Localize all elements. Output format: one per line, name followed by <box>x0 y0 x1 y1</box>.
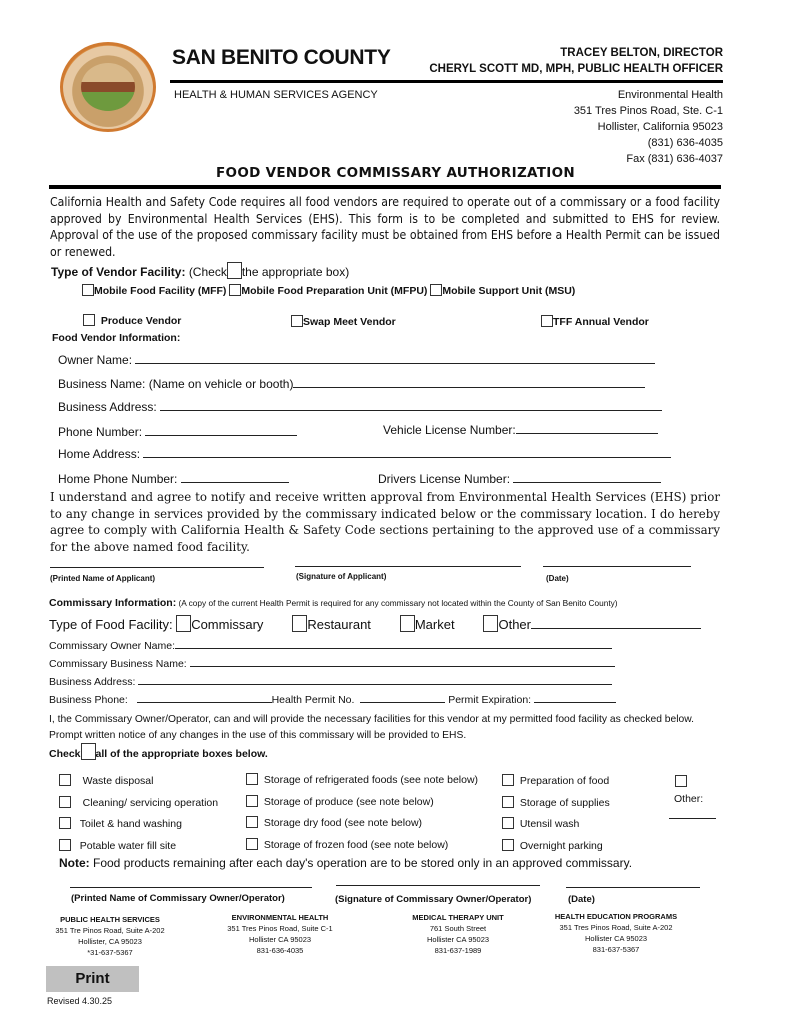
produce-checkbox[interactable] <box>83 314 95 326</box>
phone-label: Phone Number: <box>58 425 143 439</box>
health-officer: CHERYL SCOTT MD, MPH, PUBLIC HEALTH OFFICER <box>429 63 723 75</box>
owner-printed-line[interactable] <box>70 887 312 888</box>
service-item <box>246 835 478 857</box>
tff-option <box>541 315 649 328</box>
home-address-field <box>58 447 671 461</box>
address-city: Hollister, California 95023 <box>597 121 723 133</box>
applicant-signature-line[interactable] <box>295 566 521 567</box>
tff-label: TFF Annual Vendor <box>553 316 649 328</box>
health-permit-label: Health Permit No. <box>271 694 355 706</box>
commissary-statement: I, the Commissary Owner/Operator, can and will provide the necessary facilities for this vendor at my permitted food facility as checked below. Prompt written notice of any changes in the use of this commissary will be provided to EHS. <box>49 714 694 741</box>
other-type-checkbox[interactable] <box>483 615 498 632</box>
vehicle-license-label: Vehicle License Number: <box>383 423 516 437</box>
commissary-phone-row <box>49 692 616 706</box>
department-address <box>574 87 723 167</box>
address-phone: (831) 636-4035 <box>647 137 723 149</box>
permit-expiration-input[interactable] <box>534 692 616 703</box>
commissary-owner-input[interactable] <box>175 638 612 649</box>
service-label: Overnight parking <box>519 839 603 852</box>
service-item <box>502 771 610 793</box>
footer-title: ENVIRONMENTAL HEALTH <box>231 913 329 922</box>
footer-line: Hollister CA 95023 <box>426 935 490 944</box>
phone-input[interactable] <box>145 425 297 436</box>
phone-field <box>58 425 297 439</box>
mff-checkbox[interactable] <box>82 284 94 296</box>
note-label: Note: <box>59 856 90 870</box>
mff-label: Mobile Food Facility (MFF) <box>94 285 227 297</box>
service-item <box>502 836 610 858</box>
agency-name: HEALTH & HUMAN SERVICES AGENCY <box>174 89 378 101</box>
owner-printed-caption: (Printed Name of Commissary Owner/Operator) <box>71 893 285 904</box>
owner-signature-line[interactable] <box>336 885 540 886</box>
drivers-license-input[interactable] <box>513 472 661 483</box>
seal-landscape <box>81 63 135 111</box>
address-street: 351 Tres Pinos Road, Ste. C-1 <box>573 105 723 117</box>
mfpu-label: Mobile Food Preparation Unit (MFPU) <box>241 285 428 297</box>
home-phone-label: Home Phone Number: <box>58 472 178 486</box>
service-label: Cleaning/ servicing operation <box>82 796 219 809</box>
drivers-license-field <box>378 472 661 486</box>
commissary-address-label: Business Address: <box>49 676 136 688</box>
home-phone-input[interactable] <box>181 472 289 483</box>
service-label: Storage dry food (see note below) <box>263 817 423 829</box>
services-col3 <box>502 771 610 857</box>
service-label: Toilet & hand washing <box>79 818 182 830</box>
waste-disposal-checkbox[interactable] <box>59 774 71 786</box>
footer-title: MEDICAL THERAPY UNIT <box>412 913 504 922</box>
commissary-business-field <box>49 656 615 670</box>
service-item <box>59 771 218 793</box>
service-label: Storage of frozen food (see note below) <box>263 838 449 851</box>
commissary-owner-label: Commissary Owner Name: <box>49 640 176 652</box>
applicant-printed-line[interactable] <box>50 567 264 568</box>
msu-label: Mobile Support Unit (MSU) <box>442 285 576 297</box>
service-label: Potable water fill site <box>79 839 177 852</box>
applicant-printed-caption: (Printed Name of Applicant) <box>50 574 156 583</box>
commissary-label: Commissary <box>191 617 264 632</box>
restaurant-label: Restaurant <box>307 617 371 632</box>
service-item <box>502 814 610 836</box>
instr-a: (Check <box>188 265 227 279</box>
commissary-address-field <box>49 674 612 688</box>
toilet-checkbox[interactable] <box>59 817 71 829</box>
director: TRACEY BELTON, DIRECTOR <box>560 47 723 59</box>
vehicle-license-field <box>383 423 658 437</box>
intro-paragraph: California Health and Safety Code requires all food vendors are required to operate out of a commissary or a food facility approved by Environmental Health Services (EHS). This form is to be completed and submitted to EHS for review. Approval of the use of the proposed commissary facility must be obtained from EHS before a Health Permit can be issued or renewed. <box>50 195 720 259</box>
service-label: Storage of supplies <box>519 796 610 809</box>
service-item <box>59 793 218 815</box>
footer-public-health <box>40 914 180 958</box>
check-all-line <box>49 743 268 760</box>
service-item <box>246 792 478 814</box>
business-address-label: Business Address: <box>58 400 157 414</box>
business-phone-input[interactable] <box>137 692 272 703</box>
vendor-type-line <box>51 262 349 279</box>
title-divider <box>49 185 721 189</box>
supplies-checkbox[interactable] <box>502 796 514 808</box>
potable-water-checkbox[interactable] <box>59 839 71 851</box>
footer-title: PUBLIC HEALTH SERVICES <box>60 915 160 924</box>
owner-signature-caption: (Signature of Commissary Owner/Operator) <box>335 894 532 905</box>
footer-environmental-health <box>210 912 350 956</box>
instr-b: the appropriate box) <box>241 265 350 279</box>
service-item <box>502 793 610 815</box>
applicant-date-caption: (Date) <box>546 574 569 583</box>
commissary-business-input[interactable] <box>190 656 615 667</box>
mfpu-checkbox[interactable] <box>229 284 241 296</box>
address-fax: Fax (831) 636-4037 <box>626 153 723 165</box>
county-seal-logo <box>60 42 156 132</box>
restaurant-checkbox[interactable] <box>292 615 307 632</box>
footer-line: 831-637-5367 <box>592 945 640 954</box>
footer-line: Hollister CA 95023 <box>584 934 648 943</box>
applicant-signature-caption: (Signature of Applicant) <box>296 572 387 581</box>
address-dept: Environmental Health <box>617 89 723 101</box>
business-name-input[interactable] <box>293 377 645 388</box>
home-phone-field <box>58 472 289 486</box>
commissary-heading-label: Commissary Information: <box>49 597 177 609</box>
other-service-label: Other: <box>674 793 704 805</box>
commissary-owner-field <box>49 638 612 652</box>
owner-name-input[interactable] <box>135 353 655 364</box>
vendor-info-heading: Food Vendor Information: <box>52 332 181 344</box>
msu-checkbox[interactable] <box>430 284 442 296</box>
other-type-label: Other <box>498 617 531 632</box>
permit-expiration-label: Permit Expiration: <box>448 694 532 706</box>
owner-date-line[interactable] <box>566 887 700 888</box>
footer-medical-therapy <box>388 912 528 956</box>
commissary-note: (A copy of the current Health Permit is required for any commissary not located within the County of San Benito County) <box>178 598 618 608</box>
applicant-date-line[interactable] <box>543 566 691 567</box>
owner-name-field <box>58 353 655 367</box>
officials <box>429 45 723 77</box>
home-address-label: Home Address: <box>58 447 141 461</box>
produce-label: Produce Vendor <box>100 315 182 327</box>
footer-health-education <box>541 911 691 955</box>
drivers-license-label: Drivers License Number: <box>378 472 511 486</box>
other-type-input[interactable] <box>531 618 701 629</box>
service-item <box>246 770 478 792</box>
food-facility-type-row <box>49 615 701 632</box>
vehicle-license-input[interactable] <box>516 423 658 434</box>
header-divider <box>170 80 723 83</box>
commissary-business-label: Commissary Business Name: <box>49 658 187 670</box>
business-name-field <box>58 377 645 391</box>
business-phone-label: Business Phone: <box>49 694 128 706</box>
swap-meet-checkbox[interactable] <box>291 315 303 327</box>
swap-meet-option <box>291 315 396 328</box>
refrigerated-checkbox[interactable] <box>246 773 258 785</box>
revised-date: Revised 4.30.25 <box>47 996 113 1006</box>
check-a: Check <box>49 748 81 760</box>
county-name: SAN BENITO COUNTY <box>172 46 391 69</box>
dry-food-checkbox[interactable] <box>246 816 258 828</box>
service-label: Preparation of food <box>519 775 610 787</box>
market-checkbox[interactable] <box>400 615 415 632</box>
service-label: Storage of refrigerated foods (see note below) <box>263 774 479 786</box>
commissary-checkbox[interactable] <box>176 615 191 632</box>
example-checkbox-2 <box>81 743 96 760</box>
utensil-wash-checkbox[interactable] <box>502 817 514 829</box>
commissary-info-heading <box>49 597 618 609</box>
owner-date-caption: (Date) <box>568 894 595 905</box>
footer-line: 351 Tres Pinos Road, Suite A-202 <box>559 923 673 932</box>
footer-line: Hollister, CA 95023 <box>78 937 142 946</box>
footer-line: 761 South Street <box>429 924 487 933</box>
services-col1 <box>59 771 218 857</box>
footer-line: 351 Tre Pinos Road, Suite A-202 <box>55 926 165 935</box>
example-checkbox <box>227 262 242 279</box>
business-name-label: Business Name: (Name on vehicle or booth) <box>58 377 294 391</box>
produce-vendor-option <box>83 314 181 327</box>
vendor-options-row1 <box>82 284 575 297</box>
check-b: all of the appropriate boxes below. <box>95 748 268 760</box>
storage-note <box>59 856 632 870</box>
footer-title: HEALTH EDUCATION PROGRAMS <box>554 912 678 921</box>
note-text: Food products remaining after each day's operation are to be stored only in an approved commissary. <box>89 856 633 870</box>
service-item <box>59 814 218 836</box>
business-address-field <box>58 400 662 414</box>
frozen-food-checkbox[interactable] <box>246 838 258 850</box>
market-label: Market <box>414 617 455 632</box>
footer-line: *31-637-5367 <box>87 948 133 957</box>
service-item <box>59 836 218 858</box>
cleaning-checkbox[interactable] <box>59 796 71 808</box>
footer-line: 351 Tres Pinos Road, Suite C-1 <box>227 924 333 933</box>
form-title: FOOD VENDOR COMMISSARY AUTHORIZATION <box>216 165 575 181</box>
home-address-input[interactable] <box>143 447 671 458</box>
health-permit-input[interactable] <box>360 692 445 703</box>
service-label: Waste disposal <box>82 775 154 787</box>
produce-storage-checkbox[interactable] <box>246 795 258 807</box>
owner-name-label: Owner Name: <box>58 353 133 367</box>
footer-line: 831-637-1989 <box>434 946 482 955</box>
vendor-type-label: Type of Vendor Facility: <box>51 265 186 279</box>
service-item <box>246 813 478 835</box>
services-col2 <box>246 770 478 856</box>
agreement-paragraph: I understand and agree to notify and receive written approval from Environmental Health Services (EHS) prior to any change in services provided by the commissary indicated below or the commissary location. I do hereby agree to comply with California Health & Safety Code sections pertaining to the approved use of a commissary for the above named food facility. <box>50 490 720 554</box>
preparation-checkbox[interactable] <box>502 774 514 786</box>
facility-type-label: Type of Food Facility: <box>49 617 173 632</box>
other-service-input[interactable] <box>669 818 716 819</box>
tff-checkbox[interactable] <box>541 315 553 327</box>
service-label: Storage of produce (see note below) <box>263 795 434 808</box>
commissary-address-input[interactable] <box>138 674 612 685</box>
footer-line: 831-636-4035 <box>256 946 304 955</box>
business-address-input[interactable] <box>160 400 662 411</box>
swap-meet-label: Swap Meet Vendor <box>303 316 396 328</box>
overnight-parking-checkbox[interactable] <box>502 839 514 851</box>
other-service-checkbox[interactable] <box>675 772 687 790</box>
footer-line: Hollister CA 95023 <box>248 935 312 944</box>
service-label: Utensil wash <box>519 818 580 830</box>
print-button[interactable]: Print <box>46 966 139 992</box>
